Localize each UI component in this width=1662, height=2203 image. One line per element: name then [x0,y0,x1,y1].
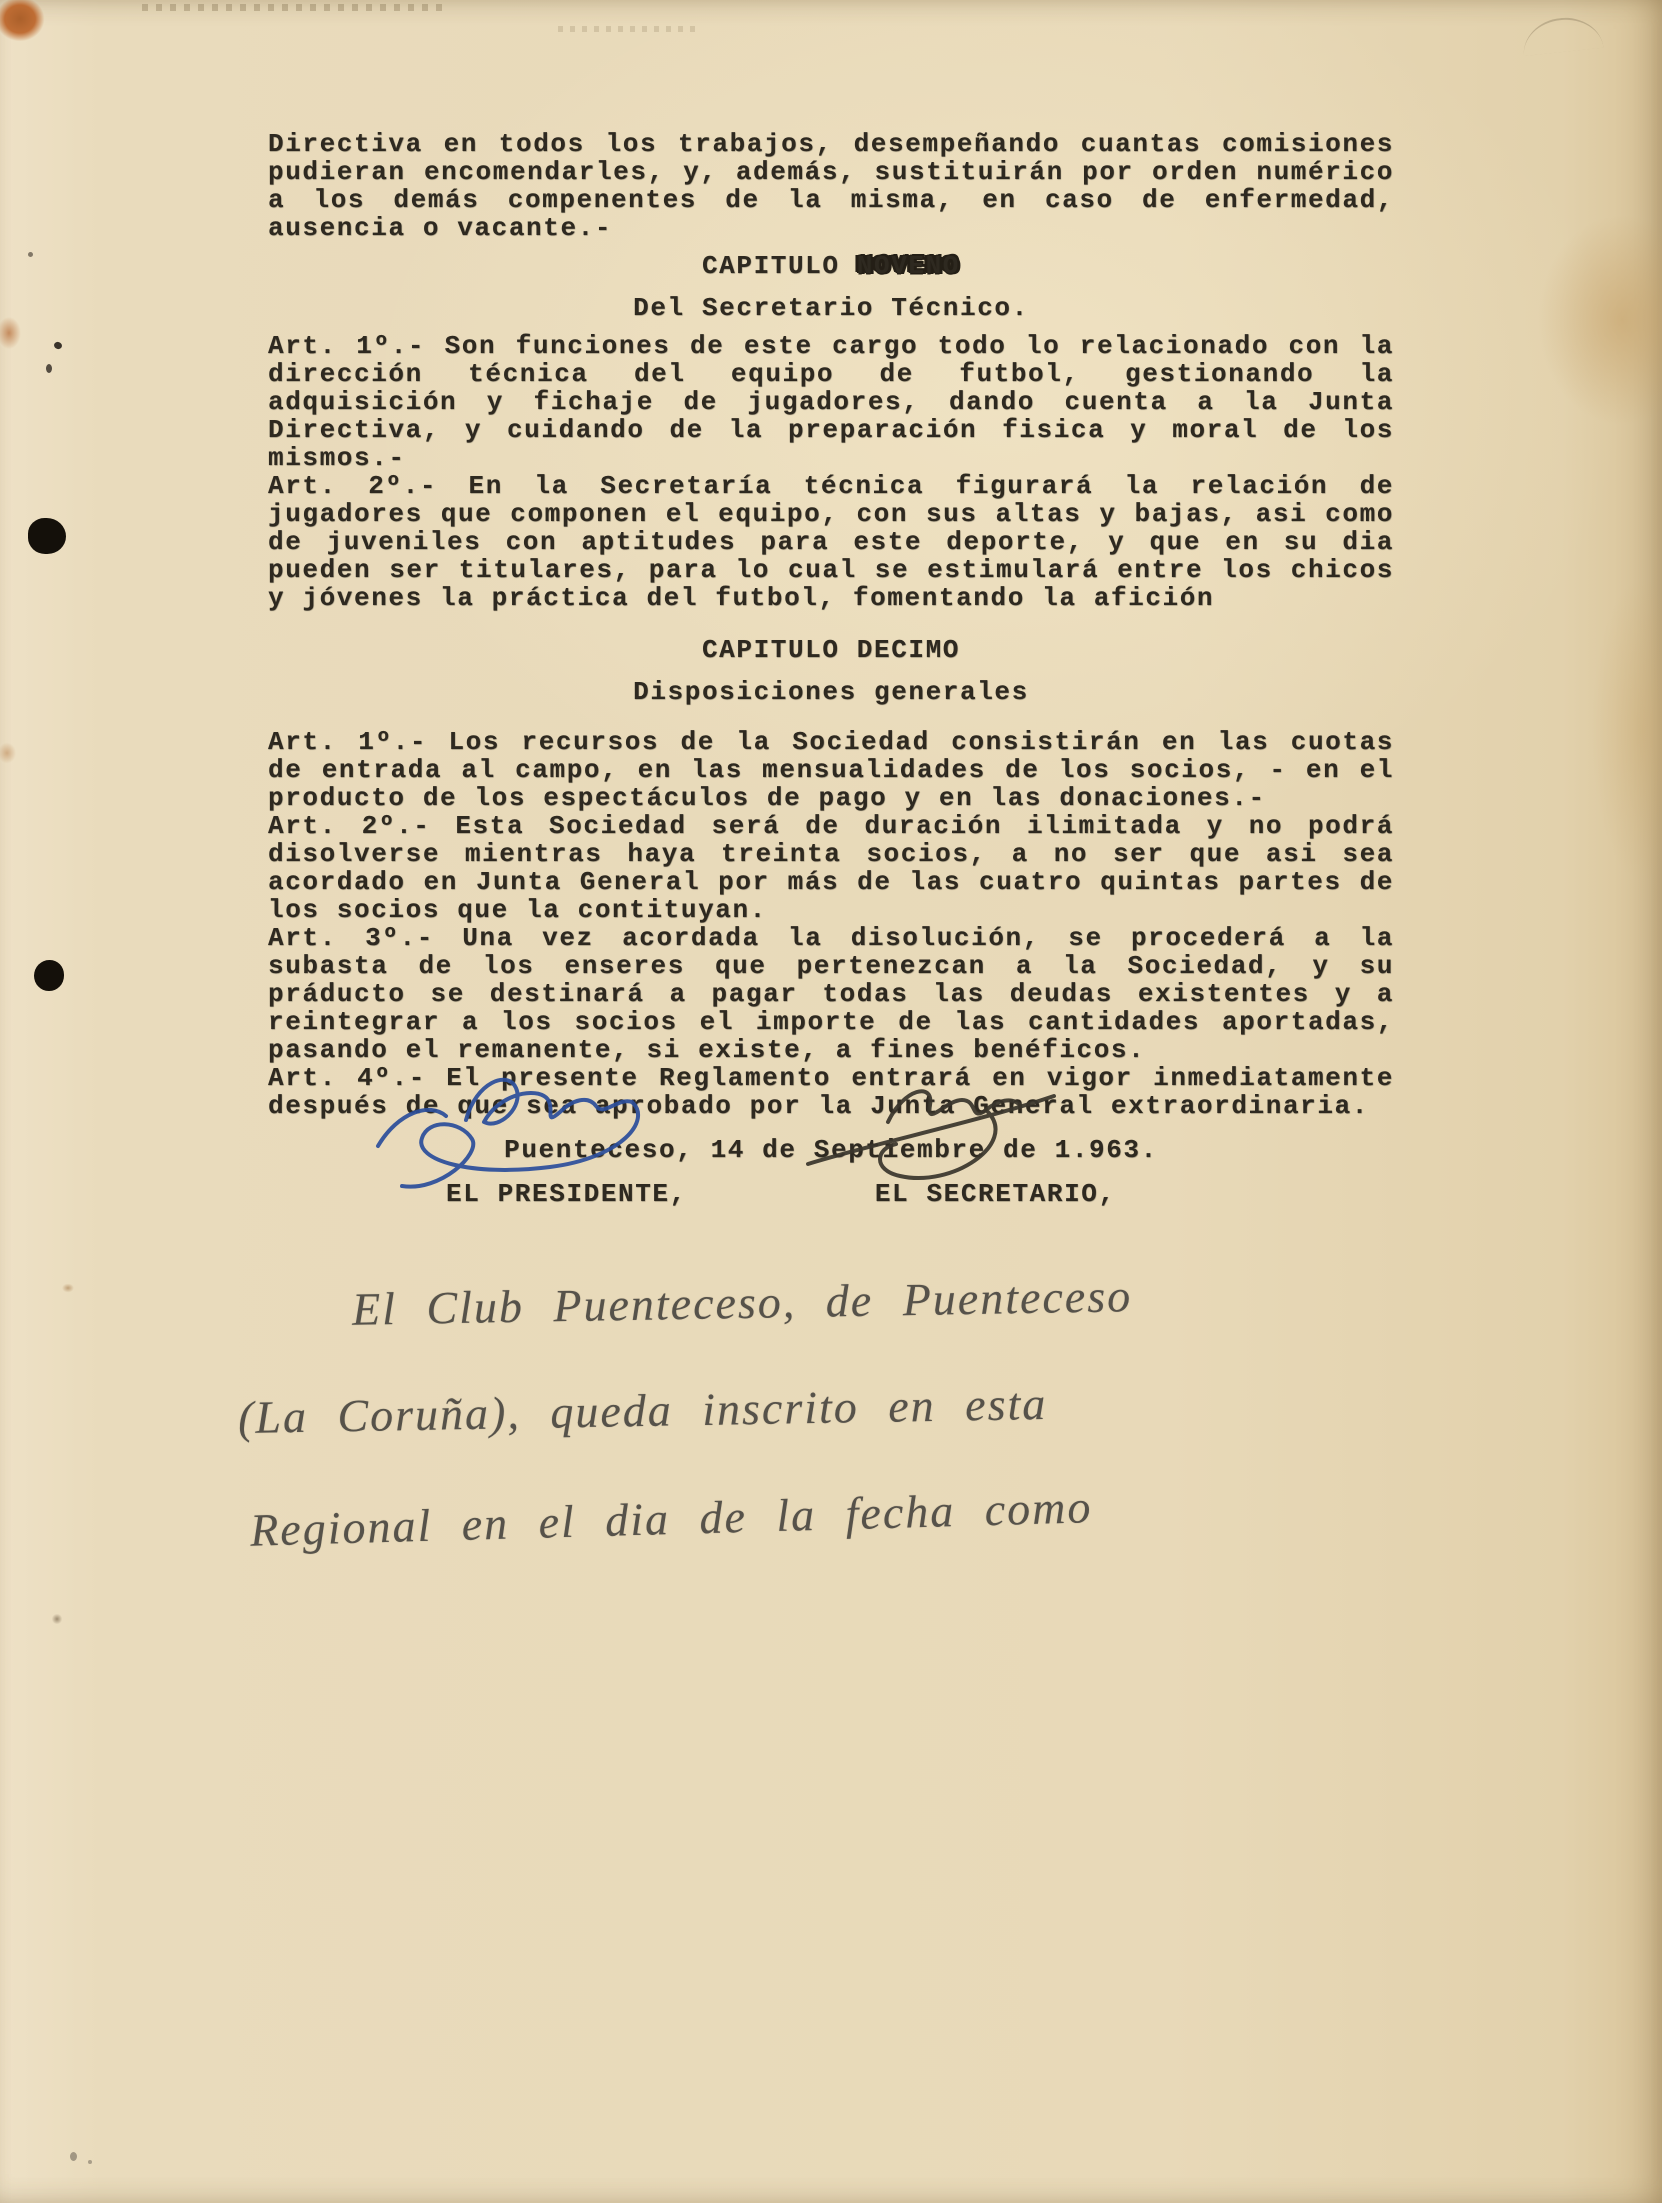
rust-stain [0,738,20,768]
chapter-nine-subtitle: Del Secretario Técnico. [633,293,1029,323]
article-10-1: Art. 1º.- Los recursos de la Sociedad consistirán en las cuotas de entrada al campo, en las mensualidades de los socios, - en el producto de los espectáculos de pago y en las donaciones.- [268,727,1394,813]
article-10-3: Art. 3º.- Una vez acordada la disolución, se procederá a la subasta de los enseres que pertenezcan a la Sociedad, y su práducto se destinará a pagar todas las deudas existentes y a reintegrar a los socios el importe de las cantidades aportadas, pasando el remanente, si existe, a fines benéficos. [268,923,1394,1065]
article-10-4: Art. 4º.- El presente Reglamento entrará en vigor inmediatamente después de que sea aprobado por la Junta General extraordinaria. [268,1063,1394,1121]
pencil-mark [88,2160,92,2164]
chapter-nine-heading [268,252,1394,280]
secretary-signature [792,1058,1064,1208]
paper-stain [1502,170,1662,470]
chapter-ten-subtitle: Disposiciones generales [633,677,1029,707]
top-perforation-marks-faint [558,26,698,32]
chapter-nine-name-overstruck: NOVENO [856,251,961,281]
intro-paragraph: Directiva en todos los trabajos, desempeñando cuantas comisiones pudieran encomendarles, y, además, sustituirán por orden numérico a los demás compenentes de la misma, en caso de enfermedad, ausencia o vacante.- [268,129,1394,243]
pencil-scribble-mark [1520,14,1603,56]
chapter-ten-heading: CAPITULO DECIMO [701,635,961,665]
paper-stain [60,1282,76,1294]
ink-speck [28,252,33,257]
rust-stain [0,0,54,50]
pencil-mark [70,2152,77,2161]
president-label: EL PRESIDENTE, [446,1179,687,1209]
paper-stain [1572,520,1662,940]
rust-stain [0,310,26,356]
top-perforation-marks [142,4,442,11]
chapter-nine-word: CAPITULO [701,251,840,281]
hole-punch [34,960,64,991]
article-9-2: Art. 2º.- En la Secretaría técnica figurará la relación de jugadores que componen el equipo, con sus altas y bajas, asi como de juveniles con aptitudes para este deporte, y que en su dia pueden ser titulares, para lo cual se estimulará entre los chicos y jóvenes la práctica del futbol, fomentando la afición [268,471,1394,613]
handwritten-line: Regional en el dia de la fecha como [249,1481,1093,1556]
dateline: Puenteceso, 14 de Septiembre de 1.963. [504,1135,1158,1165]
ink-speck [53,341,63,350]
paper-stain [50,1612,64,1626]
typed-text-block [268,130,1394,1208]
secretary-label: EL SECRETARIO, [874,1179,1116,1209]
article-10-2: Art. 2º.- Esta Sociedad será de duración ilimitada y no podrá disolverse mientras haya treinta socios, a no ser que asi sea acordado en Junta General por más de las cuatro quintas partes de los socios que la contituyan. [268,811,1394,925]
hole-punch [28,518,66,554]
ink-speck [46,364,52,373]
handwritten-line: (La Coruña), queda inscrito en esta [237,1377,1048,1444]
president-signature [318,1062,663,1202]
article-9-1: Art. 1º.- Son funciones de este cargo todo lo relacionado con la dirección técnica del equipo de futbol, gestionando la adquisición y fichaje de jugadores, dando cuenta a la Junta Directiva, y cuidando de la preparación fisica y moral de los mismos.- [268,331,1394,473]
handwritten-line: El Club Puenteceso, de Puenteceso [351,1270,1133,1335]
